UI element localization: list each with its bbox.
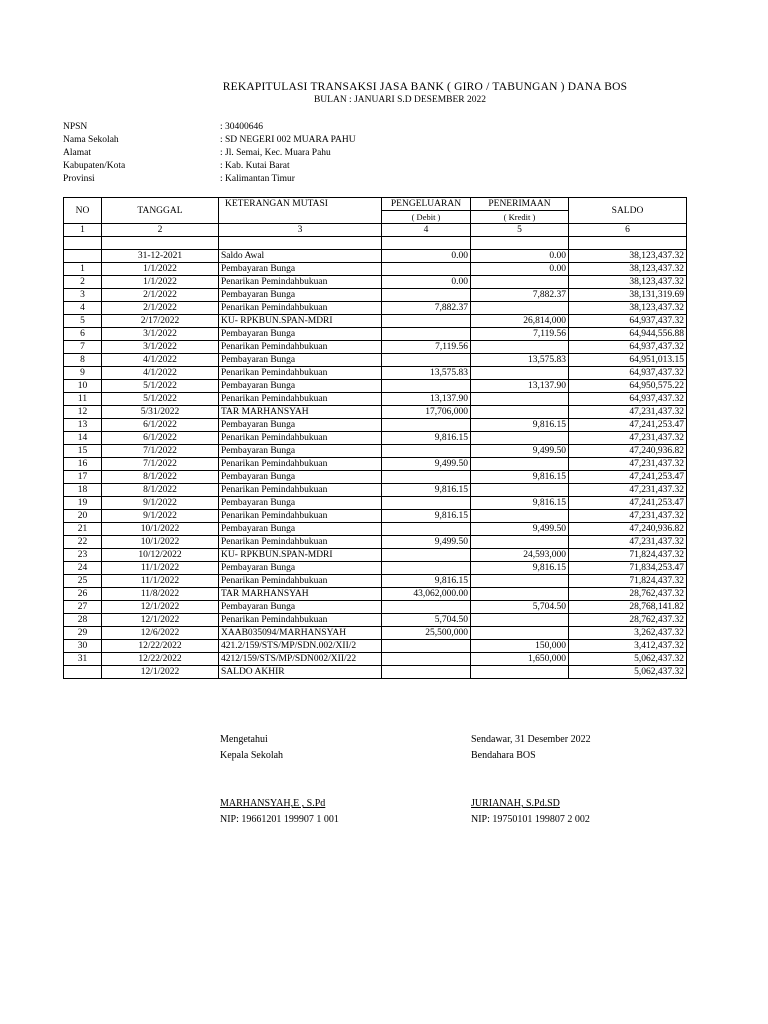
cell-keterangan: Penarikan Pemindahbukuan: [219, 393, 382, 406]
cell-keterangan: Pembayaran Bunga: [219, 445, 382, 458]
cell-debit: 9,499.50: [382, 536, 471, 549]
cell-debit: 0.00: [382, 276, 471, 289]
cell-no: [64, 666, 102, 679]
cell-saldo: 5,062,437.32: [569, 666, 687, 679]
cell-tanggal: 8/1/2022: [102, 471, 219, 484]
cell-debit: [382, 328, 471, 341]
cell-keterangan: Pembayaran Bunga: [219, 497, 382, 510]
cell-no: 23: [64, 549, 102, 562]
cell-keterangan: Penarikan Pemindahbukuan: [219, 276, 382, 289]
cell-tanggal: 10/1/2022: [102, 523, 219, 536]
table-row: [64, 406, 687, 419]
cell-keterangan: Penarikan Pemindahbukuan: [219, 302, 382, 315]
cell-saldo: 64,937,437.32: [569, 367, 687, 380]
cell-kredit: 24,593,000: [471, 549, 569, 562]
cell-saldo: 5,062,437.32: [569, 653, 687, 666]
cell-tanggal: 6/1/2022: [102, 419, 219, 432]
cell-keterangan: Pembayaran Bunga: [219, 263, 382, 276]
document-subtitle: BULAN : JANUARI S.D DESEMBER 2022: [313, 95, 487, 105]
table-row: [64, 276, 687, 289]
header-penerimaan: PENERIMAAN: [471, 198, 569, 211]
cell-debit: 9,816.15: [382, 510, 471, 523]
cell-tanggal: 9/1/2022: [102, 510, 219, 523]
cell-no: 25: [64, 575, 102, 588]
signature-left-name: MARHANSYAH,E , S.Pd: [220, 798, 326, 809]
cell-keterangan: Penarikan Pemindahbukuan: [219, 614, 382, 627]
cell-saldo: 64,937,437.32: [569, 393, 687, 406]
signature-right-line1: Sendawar, 31 Desember 2022: [471, 734, 591, 745]
cell-saldo: 47,241,253.47: [569, 471, 687, 484]
table-row: [64, 510, 687, 523]
cell-kredit: [471, 627, 569, 640]
cell-debit: [382, 263, 471, 276]
cell-tanggal: 12/1/2022: [102, 614, 219, 627]
cell-no: 22: [64, 536, 102, 549]
cell-no: 28: [64, 614, 102, 627]
cell-tanggal: 12/6/2022: [102, 627, 219, 640]
cell-kredit: 9,816.15: [471, 497, 569, 510]
cell-no: 4: [64, 302, 102, 315]
cell-tanggal: 6/1/2022: [102, 432, 219, 445]
cell-tanggal: 5/31/2022: [102, 406, 219, 419]
cell-kredit: 9,499.50: [471, 523, 569, 536]
spacer-cell: [219, 237, 382, 250]
cell-debit: 9,816.15: [382, 575, 471, 588]
cell-saldo: 64,937,437.32: [569, 341, 687, 354]
table-row: [64, 536, 687, 549]
cell-keterangan: SALDO AKHIR: [219, 666, 382, 679]
cell-tanggal: 9/1/2022: [102, 497, 219, 510]
table-row: [64, 549, 687, 562]
header-tanggal: TANGGAL: [102, 198, 219, 224]
cell-saldo: 47,240,936.82: [569, 445, 687, 458]
table-row: [64, 354, 687, 367]
cell-no: [64, 250, 102, 263]
info-value: : Kalimantan Timur: [220, 174, 295, 184]
cell-saldo: 38,131,319.69: [569, 289, 687, 302]
cell-keterangan: Pembayaran Bunga: [219, 354, 382, 367]
cell-debit: [382, 653, 471, 666]
spacer-cell: [382, 237, 471, 250]
cell-kredit: 9,816.15: [471, 471, 569, 484]
cell-keterangan: Pembayaran Bunga: [219, 471, 382, 484]
cell-keterangan: Pembayaran Bunga: [219, 328, 382, 341]
spacer-cell: [471, 237, 569, 250]
table-row: [64, 250, 687, 263]
cell-tanggal: 10/12/2022: [102, 549, 219, 562]
cell-kredit: 5,704.50: [471, 601, 569, 614]
cell-no: 31: [64, 653, 102, 666]
cell-saldo: 38,123,437.32: [569, 263, 687, 276]
cell-kredit: 0.00: [471, 263, 569, 276]
info-label: Provinsi: [63, 174, 95, 184]
signature-left: [220, 732, 283, 764]
signature-right-block: [471, 796, 590, 828]
cell-debit: [382, 380, 471, 393]
cell-tanggal: 12/1/2022: [102, 666, 219, 679]
cell-keterangan: Penarikan Pemindahbukuan: [219, 510, 382, 523]
cell-keterangan: 4212/159/STS/MP/SDN002/XII/22: [219, 653, 382, 666]
cell-kredit: 13,137.90: [471, 380, 569, 393]
cell-saldo: 47,231,437.32: [569, 536, 687, 549]
cell-debit: [382, 445, 471, 458]
info-value: : 30400646: [220, 122, 264, 132]
column-number: 1: [64, 224, 102, 237]
cell-no: 7: [64, 341, 102, 354]
info-label: Nama Sekolah: [63, 135, 119, 145]
cell-no: 1: [64, 263, 102, 276]
cell-kredit: 9,816.15: [471, 562, 569, 575]
table-row: [64, 562, 687, 575]
cell-debit: 43,062,000.00: [382, 588, 471, 601]
column-number: 3: [219, 224, 382, 237]
cell-debit: 9,499.50: [382, 458, 471, 471]
cell-tanggal: 3/1/2022: [102, 341, 219, 354]
cell-debit: 13,575.83: [382, 367, 471, 380]
cell-tanggal: 2/1/2022: [102, 289, 219, 302]
cell-no: 12: [64, 406, 102, 419]
table-row: [64, 666, 687, 679]
cell-debit: [382, 354, 471, 367]
cell-keterangan: Pembayaran Bunga: [219, 523, 382, 536]
cell-no: 17: [64, 471, 102, 484]
cell-tanggal: 8/1/2022: [102, 484, 219, 497]
cell-saldo: 47,231,437.32: [569, 458, 687, 471]
cell-keterangan: Pembayaran Bunga: [219, 601, 382, 614]
cell-tanggal: 31-12-2021: [102, 250, 219, 263]
cell-kredit: [471, 458, 569, 471]
signature-right-name: JURIANAH, S.Pd.SD: [471, 798, 560, 809]
cell-keterangan: Penarikan Pemindahbukuan: [219, 536, 382, 549]
cell-tanggal: 4/1/2022: [102, 367, 219, 380]
cell-no: 10: [64, 380, 102, 393]
table-row: [64, 445, 687, 458]
cell-tanggal: 12/1/2022: [102, 601, 219, 614]
table-row: [64, 315, 687, 328]
cell-keterangan: Saldo Awal: [219, 250, 382, 263]
cell-keterangan: Pembayaran Bunga: [219, 380, 382, 393]
cell-debit: 13,137.90: [382, 393, 471, 406]
cell-no: 19: [64, 497, 102, 510]
table-row: [64, 289, 687, 302]
cell-no: 29: [64, 627, 102, 640]
table-row: [64, 601, 687, 614]
cell-debit: 7,119.56: [382, 341, 471, 354]
cell-kredit: [471, 484, 569, 497]
cell-saldo: 47,241,253.47: [569, 419, 687, 432]
cell-debit: 5,704.50: [382, 614, 471, 627]
cell-tanggal: 4/1/2022: [102, 354, 219, 367]
cell-tanggal: 11/1/2022: [102, 575, 219, 588]
table-row: [64, 627, 687, 640]
cell-no: 26: [64, 588, 102, 601]
info-label: NPSN: [63, 122, 88, 132]
cell-no: 20: [64, 510, 102, 523]
cell-kredit: [471, 406, 569, 419]
cell-no: 27: [64, 601, 102, 614]
cell-no: 16: [64, 458, 102, 471]
info-label: Alamat: [63, 148, 91, 158]
cell-keterangan: Penarikan Pemindahbukuan: [219, 341, 382, 354]
cell-saldo: 47,241,253.47: [569, 497, 687, 510]
cell-saldo: 38,123,437.32: [569, 276, 687, 289]
cell-kredit: [471, 510, 569, 523]
cell-tanggal: 12/22/2022: [102, 653, 219, 666]
table-row: [64, 380, 687, 393]
table-row: [64, 653, 687, 666]
cell-no: 13: [64, 419, 102, 432]
cell-saldo: 64,937,437.32: [569, 315, 687, 328]
cell-no: 5: [64, 315, 102, 328]
cell-kredit: 0.00: [471, 250, 569, 263]
cell-kredit: [471, 393, 569, 406]
cell-tanggal: 11/8/2022: [102, 588, 219, 601]
cell-debit: 9,816.15: [382, 484, 471, 497]
cell-no: 9: [64, 367, 102, 380]
spacer-cell: [569, 237, 687, 250]
column-number: 5: [471, 224, 569, 237]
header-row: [64, 198, 687, 211]
cell-saldo: 47,231,437.32: [569, 510, 687, 523]
table-row: [64, 432, 687, 445]
signature-left-block: [220, 796, 339, 828]
cell-debit: [382, 419, 471, 432]
table-row: [64, 419, 687, 432]
info-value: : SD NEGERI 002 MUARA PAHU: [220, 135, 356, 145]
cell-kredit: 150,000: [471, 640, 569, 653]
cell-debit: 17,706,000: [382, 406, 471, 419]
cell-no: 21: [64, 523, 102, 536]
table-row: [64, 341, 687, 354]
cell-saldo: 38,123,437.32: [569, 250, 687, 263]
cell-no: 6: [64, 328, 102, 341]
cell-kredit: [471, 666, 569, 679]
table-row: [64, 263, 687, 276]
cell-no: 3: [64, 289, 102, 302]
cell-no: 18: [64, 484, 102, 497]
cell-kredit: 26,814,000: [471, 315, 569, 328]
document-title: REKAPITULASI TRANSAKSI JASA BANK ( GIRO / TABUNGAN ) DANA BOS: [222, 81, 628, 93]
cell-tanggal: 2/17/2022: [102, 315, 219, 328]
cell-keterangan: Pembayaran Bunga: [219, 289, 382, 302]
cell-saldo: 47,240,936.82: [569, 523, 687, 536]
cell-debit: 0.00: [382, 250, 471, 263]
cell-keterangan: Penarikan Pemindahbukuan: [219, 367, 382, 380]
cell-tanggal: 1/1/2022: [102, 276, 219, 289]
signature-left-line2: Kepala Sekolah: [220, 750, 284, 761]
table-row: [64, 302, 687, 315]
cell-keterangan: Pembayaran Bunga: [219, 419, 382, 432]
cell-tanggal: 7/1/2022: [102, 458, 219, 471]
cell-saldo: 47,231,437.32: [569, 432, 687, 445]
cell-no: 15: [64, 445, 102, 458]
info-value: : Jl. Semai, Kec. Muara Pahu: [220, 148, 331, 158]
cell-tanggal: 10/1/2022: [102, 536, 219, 549]
header-pengeluaran: PENGELUARAN: [382, 198, 471, 211]
signature-left-line1: Mengetahui: [220, 734, 268, 745]
cell-tanggal: 5/1/2022: [102, 380, 219, 393]
table-row: [64, 393, 687, 406]
cell-kredit: 9,499.50: [471, 445, 569, 458]
cell-kredit: [471, 614, 569, 627]
column-number-row: [64, 224, 687, 237]
signature-left-nip: NIP: 19661201 199907 1 001: [220, 814, 339, 825]
cell-keterangan: Penarikan Pemindahbukuan: [219, 458, 382, 471]
cell-keterangan: Pembayaran Bunga: [219, 562, 382, 575]
header-debit: ( Debit ): [382, 211, 471, 224]
signature-right: [471, 732, 591, 764]
transaction-rows: [64, 250, 687, 679]
cell-saldo: 3,412,437.32: [569, 640, 687, 653]
cell-kredit: 7,882.37: [471, 289, 569, 302]
cell-saldo: 64,944,556.88: [569, 328, 687, 341]
cell-no: 30: [64, 640, 102, 653]
cell-keterangan: KU- RPKBUN.SPAN-MDRI: [219, 315, 382, 328]
spacer-row: [64, 237, 687, 250]
cell-debit: [382, 523, 471, 536]
info-label: Kabupaten/Kota: [63, 161, 126, 171]
table-row: [64, 614, 687, 627]
cell-kredit: [471, 588, 569, 601]
table-row: [64, 523, 687, 536]
cell-keterangan: Penarikan Pemindahbukuan: [219, 484, 382, 497]
cell-no: 24: [64, 562, 102, 575]
table-row: [64, 328, 687, 341]
cell-kredit: [471, 536, 569, 549]
cell-saldo: 28,762,437.32: [569, 614, 687, 627]
cell-tanggal: 1/1/2022: [102, 263, 219, 276]
cell-kredit: 13,575.83: [471, 354, 569, 367]
signature-right-line2: Bendahara BOS: [471, 750, 536, 761]
cell-keterangan: KU- RPKBUN.SPAN-MDRI: [219, 549, 382, 562]
cell-keterangan: Penarikan Pemindahbukuan: [219, 432, 382, 445]
cell-tanggal: 12/22/2022: [102, 640, 219, 653]
cell-tanggal: 5/1/2022: [102, 393, 219, 406]
cell-kredit: 1,650,000: [471, 653, 569, 666]
cell-saldo: 28,768,141.82: [569, 601, 687, 614]
cell-keterangan: Penarikan Pemindahbukuan: [219, 575, 382, 588]
cell-no: 14: [64, 432, 102, 445]
cell-debit: 7,882.37: [382, 302, 471, 315]
cell-saldo: 3,262,437.32: [569, 627, 687, 640]
cell-tanggal: 3/1/2022: [102, 328, 219, 341]
cell-debit: 25,500,000: [382, 627, 471, 640]
cell-tanggal: 11/1/2022: [102, 562, 219, 575]
signature-right-nip: NIP: 19750101 199807 2 002: [471, 814, 590, 825]
cell-saldo: 71,834,253.47: [569, 562, 687, 575]
cell-saldo: 71,824,437.32: [569, 549, 687, 562]
cell-kredit: [471, 432, 569, 445]
column-number: 4: [382, 224, 471, 237]
cell-keterangan: TAR MARHANSYAH: [219, 406, 382, 419]
cell-kredit: [471, 367, 569, 380]
cell-kredit: [471, 575, 569, 588]
info-value: : Kab. Kutai Barat: [220, 161, 290, 171]
cell-no: 11: [64, 393, 102, 406]
cell-kredit: 9,816.15: [471, 419, 569, 432]
header-no: NO: [64, 198, 102, 224]
cell-saldo: 47,231,437.32: [569, 406, 687, 419]
cell-no: 2: [64, 276, 102, 289]
cell-debit: [382, 601, 471, 614]
cell-debit: [382, 549, 471, 562]
table-row: [64, 471, 687, 484]
cell-saldo: 28,762,437.32: [569, 588, 687, 601]
cell-saldo: 38,123,437.32: [569, 302, 687, 315]
cell-saldo: 64,951,013.15: [569, 354, 687, 367]
cell-debit: [382, 497, 471, 510]
cell-debit: [382, 640, 471, 653]
spacer-cell: [102, 237, 219, 250]
cell-saldo: 71,824,437.32: [569, 575, 687, 588]
table-row: [64, 458, 687, 471]
column-number: 2: [102, 224, 219, 237]
cell-kredit: [471, 341, 569, 354]
cell-debit: [382, 562, 471, 575]
cell-kredit: 7,119.56: [471, 328, 569, 341]
table-row: [64, 367, 687, 380]
cell-saldo: 47,231,437.32: [569, 484, 687, 497]
header-saldo: SALDO: [569, 198, 687, 224]
cell-debit: [382, 471, 471, 484]
cell-keterangan: 421.2/159/STS/MP/SDN.002/XII/2: [219, 640, 382, 653]
transaction-table: [63, 197, 687, 679]
cell-debit: [382, 289, 471, 302]
table-row: [64, 588, 687, 601]
cell-kredit: [471, 276, 569, 289]
cell-tanggal: 2/1/2022: [102, 302, 219, 315]
cell-debit: [382, 666, 471, 679]
table-row: [64, 484, 687, 497]
cell-debit: [382, 315, 471, 328]
cell-debit: 9,816.15: [382, 432, 471, 445]
cell-saldo: 64,950,575.22: [569, 380, 687, 393]
table-row: [64, 640, 687, 653]
spacer-cell: [64, 237, 102, 250]
table-row: [64, 497, 687, 510]
cell-tanggal: 7/1/2022: [102, 445, 219, 458]
cell-keterangan: XAAB035094/MARHANSYAH: [219, 627, 382, 640]
cell-no: 8: [64, 354, 102, 367]
cell-kredit: [471, 302, 569, 315]
column-number: 6: [569, 224, 687, 237]
table-row: [64, 575, 687, 588]
header-kredit: ( Kredit ): [471, 211, 569, 224]
cell-keterangan: TAR MARHANSYAH: [219, 588, 382, 601]
header-keterangan: KETERANGAN MUTASI: [219, 198, 382, 224]
